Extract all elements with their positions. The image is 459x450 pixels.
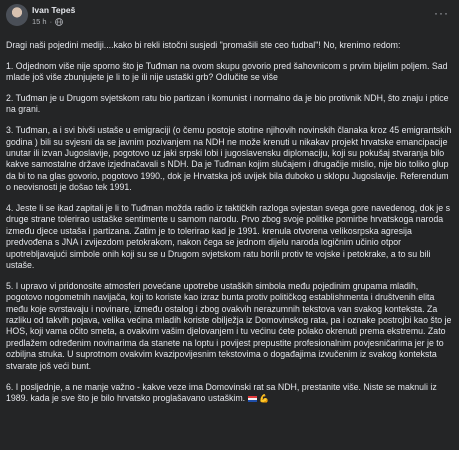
globe-icon — [55, 18, 63, 26]
post-paragraph-last — [6, 382, 454, 405]
meta-separator: · — [49, 17, 53, 26]
post-meta — [32, 17, 63, 26]
more-options-icon[interactable]: ··· — [434, 6, 449, 20]
post-content — [6, 40, 454, 414]
author-name[interactable]: Ivan Tepeš — [32, 5, 76, 15]
post-time[interactable]: 15 h — [32, 17, 47, 26]
post-paragraph: 5. I upravo vi pridonosite atmosferi povećane upotrebe ustaških simbola među pojedinim grupama mladih, pogotovo nogometnih navijača, koji to koriste kao izraz bunta protiv političkog establishmenta i društvenih elita među koje svrstavaju i novinare, između ostalog i zbog ovakvih nerazumnih tekstova van svakog konteksta. Za razliku od takvih pojava, velika većina mladih koriste obilježja iz Domovinskog rata, pa i oznake postrojbi kao što je HOS, koji vama očito smeta, a ovakvim vašim djelovanjem i tu većinu ćete polako okrenuti prema ekstremu. Zato predlažem određenim novinarima da stanete na loptu i povijest prepustite profesionalnim povjesničarima jer je to ozbiljna struka. U suprotnom ovakvim kvazipovijesnim tekstovima o događajima izvučenim iz svakog konteksta stvarate još veći bunt. — [6, 280, 452, 371]
post-header — [6, 4, 455, 30]
post-paragraph: 3. Tuđman, a i svi bivši ustaše u emigraciji (o čemu postoje stotine njihovih novinskih članaka kroz 45 emigrantskih godina ) bili su svjesni da se javnim pozivanjem na NDH ne može krenuti u nikakav projekt hrvatske emancipacije unutar ili izvan Jugoslavije, pogotovo uz jaki srpski lobi i jugoslavensku diplomaciju, koji su pokušaj stvaranja bilo kakve samostalne države izjednačavali s NDH. Da je Tuđman kojim slučajem i drugačije mislio, nije bio toliko glup da bi to na glas govorio, pogotovo 1990., dok je Hrvatska još uvijek bila duboko u sklopu Jugoslavije. Referendum o neovisnosti je došao tek 1991. — [6, 125, 452, 193]
post-paragraph: 4. Jeste li se ikad zapitali je li to Tuđman možda radio iz taktičkih razloga svjestan svega gore navedenog, dok je s druge strane tolerirao ustaške sentimente u samom narodu. Prvo zbog svoje politike pomirbe hrvatskoga naroda između djece ustaša i partizana. Zatim je to tolerirao kad je 1991. krenula otvorena velikosrpska agresija predvođena s JNA i zvijezdom petokrakom, nakon čega se jednom dijelu naroda logičnim učinio otpor upotrebljavajući simbole onih koji su se u Drugom svjetskom ratu borili protiv te vojske i petokrake, a to su bili ustaše. — [6, 203, 450, 271]
flexed-biceps-icon: 💪 — [259, 393, 269, 403]
post-paragraph: 2. Tuđman je u Drugom svjetskom ratu bio partizan i komunist i normalno da je bio protivnik NDH, što znaju i ptice na grani. — [6, 93, 449, 115]
last-paragraph-text: 6. I posljednje, a ne manje važno - kakve veze ima Domovinski rat sa NDH, prestanite više. Niste se maknuli iz 1989. kada je sve što je bilo hrvatsko proglašavano ustaškim. — [6, 381, 437, 403]
author-avatar[interactable] — [6, 4, 28, 26]
post-intro: Dragi naši pojedini mediji....kako bi rekli istočni susjedi "promašili ste ceo fudbal"! No, krenimo redom: — [6, 40, 401, 50]
croatian-flag-icon — [248, 396, 257, 402]
post-paragraph: 1. Odjednom više nije sporno što je Tuđman na ovom skupu govorio pred šahovnicom s prvim bijelim poljem. Sad mlade još više zbunjujete je li to je ili nije ustaški grb? Odlučite se više — [6, 60, 448, 83]
